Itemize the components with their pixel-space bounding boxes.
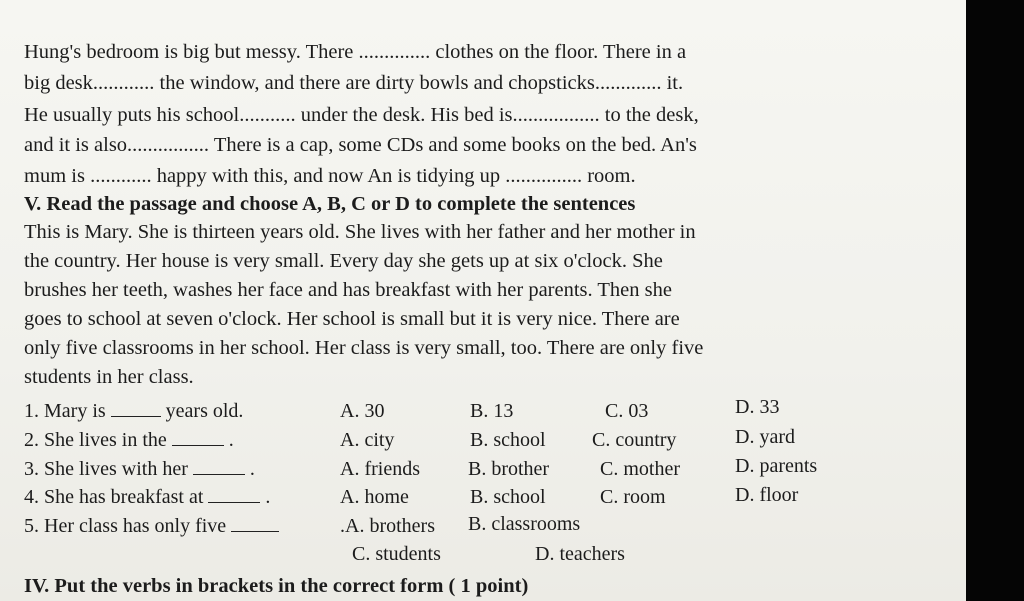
option-5c[interactable]: C. students [352, 543, 441, 565]
paragraph-line-5: mum is ............ happy with this, and now An is tidying up ............... room. [24, 165, 636, 187]
question-1: 1. Mary is years old. [24, 400, 244, 422]
option-1a[interactable]: A. 30 [340, 400, 385, 422]
question-3: 3. She lives with her . [24, 458, 255, 480]
background-edge [966, 0, 1024, 601]
option-2b[interactable]: B. school [470, 429, 546, 451]
option-1b[interactable]: B. 13 [470, 400, 514, 422]
option-4b[interactable]: B. school [470, 486, 546, 508]
question-4: 4. She has breakfast at . [24, 486, 271, 508]
paragraph-line-2: big desk............ the window, and there are dirty bowls and chopsticks............. it. [24, 72, 684, 94]
paragraph-line-3: He usually puts his school........... under the desk. His bed is................. to the desk, [24, 104, 699, 126]
paragraph-line-1: Hung's bedroom is big but messy. There .............. clothes on the floor. There in a [24, 41, 687, 63]
option-3a[interactable]: A. friends [340, 458, 420, 480]
passage-line-2: the country. Her house is very small. Every day she gets up at six o'clock. She [24, 250, 663, 272]
passage-line-5: only five classrooms in her school. Her class is very small, too. There are only five [24, 337, 704, 359]
answer-blank-4[interactable] [208, 484, 260, 503]
question-2: 2. She lives in the . [24, 429, 234, 451]
section-v-heading: V. Read the passage and choose A, B, C or D to complete the sentences [24, 193, 636, 215]
option-4d[interactable]: D. floor [735, 484, 799, 506]
option-2d[interactable]: D. yard [735, 426, 795, 448]
answer-blank-5[interactable] [231, 513, 279, 532]
option-5b[interactable]: B. classrooms [468, 513, 581, 535]
paragraph-line-4: and it is also................ There is a cap, some CDs and some books on the bed. An's [24, 134, 697, 156]
option-5d[interactable]: D. teachers [535, 543, 625, 565]
option-5a[interactable]: .A. brothers [340, 515, 435, 537]
answer-blank-2[interactable] [172, 427, 224, 446]
question-5: 5. Her class has only five [24, 512, 279, 540]
section-iv-heading: IV. Put the verbs in brackets in the correct form ( 1 point) [24, 575, 529, 597]
option-2c[interactable]: C. country [592, 429, 677, 451]
passage-line-4: goes to school at seven o'clock. Her school is small but it is very nice. There are [24, 308, 680, 330]
option-3c[interactable]: C. mother [600, 458, 680, 480]
answer-blank-3[interactable] [193, 456, 245, 475]
option-3b[interactable]: B. brother [468, 458, 550, 480]
option-1c[interactable]: C. 03 [605, 400, 649, 422]
passage-line-1: This is Mary. She is thirteen years old. She lives with her father and her mother in [24, 221, 696, 243]
answer-blank-1[interactable] [111, 398, 161, 417]
passage-line-6: students in her class. [24, 366, 194, 388]
option-1d[interactable]: D. 33 [735, 396, 780, 418]
option-2a[interactable]: A. city [340, 429, 395, 451]
option-3d[interactable]: D. parents [735, 455, 818, 477]
passage-line-3: brushes her teeth, washes her face and has breakfast with her parents. Then she [24, 279, 672, 301]
option-4c[interactable]: C. room [600, 486, 666, 508]
option-4a[interactable]: A. home [340, 486, 409, 508]
